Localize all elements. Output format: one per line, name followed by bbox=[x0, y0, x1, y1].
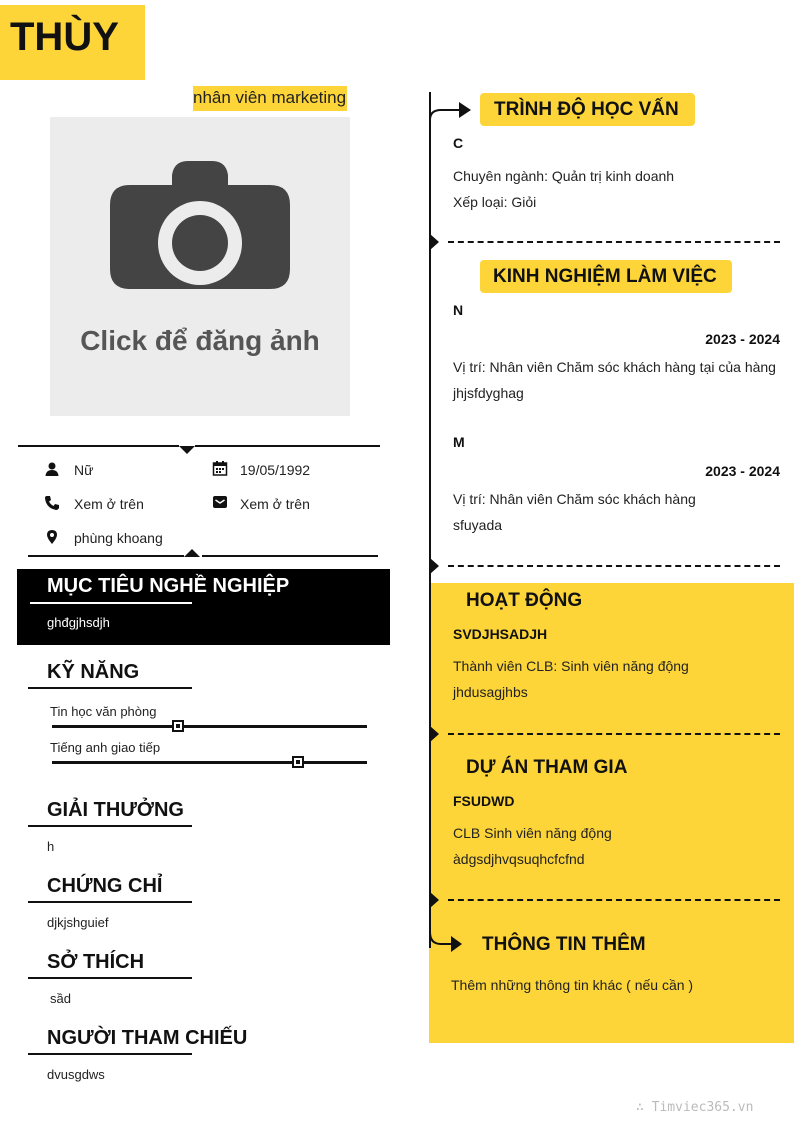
objective-text[interactable]: ghđgjhsdjh bbox=[47, 615, 110, 630]
experience-company[interactable]: N bbox=[453, 302, 464, 318]
certificates-title: CHỨNG CHỈ bbox=[47, 875, 163, 897]
email-icon bbox=[212, 494, 228, 510]
experience-position[interactable]: Vị trí: Nhân viên Chăm sóc khách hàng tại của hàng bbox=[453, 359, 776, 375]
dashed-divider bbox=[448, 733, 780, 735]
skill-slider-track[interactable] bbox=[52, 761, 367, 764]
timeline-marker-icon bbox=[430, 558, 439, 574]
photo-upload[interactable] bbox=[50, 117, 350, 416]
divider bbox=[202, 555, 378, 557]
section-underline bbox=[28, 687, 192, 689]
caret-down-icon bbox=[179, 446, 195, 454]
certificates-text[interactable]: djkjshguief bbox=[47, 915, 109, 930]
references-text[interactable]: dvusgdws bbox=[47, 1067, 105, 1082]
section-underline bbox=[28, 901, 192, 903]
section-underline bbox=[28, 825, 192, 827]
extra-text[interactable]: Thêm những thông tin khác ( nếu cần ) bbox=[451, 977, 694, 993]
projects-title: DỰ ÁN THAM GIA bbox=[466, 757, 628, 778]
education-school[interactable]: C bbox=[453, 135, 464, 151]
map-marker-icon bbox=[44, 529, 60, 545]
skill-name: Tin học văn phòng bbox=[50, 704, 157, 719]
skill-slider-track[interactable] bbox=[52, 725, 367, 728]
divider bbox=[195, 445, 380, 447]
experience-description[interactable]: sfuyada bbox=[453, 517, 503, 533]
dashed-divider bbox=[448, 241, 780, 243]
email-value[interactable]: Xem ở trên bbox=[240, 496, 310, 512]
section-underline bbox=[28, 977, 192, 979]
experience-company[interactable]: M bbox=[453, 434, 465, 450]
skill-name: Tiếng anh giao tiếp bbox=[50, 740, 161, 755]
activities-role[interactable]: Thành viên CLB: Sinh viên năng động bbox=[453, 658, 689, 674]
experience-position[interactable]: Vị trí: Nhân viên Chăm sóc khách hàng bbox=[453, 491, 696, 507]
activities-title: HOẠT ĐỘNG bbox=[466, 590, 583, 611]
skill-slider-handle[interactable] bbox=[292, 756, 304, 768]
phone-icon bbox=[44, 495, 60, 511]
extra-title: THÔNG TIN THÊM bbox=[482, 934, 646, 955]
phone-value[interactable]: Xem ở trên bbox=[74, 496, 144, 512]
camera-icon bbox=[110, 161, 290, 291]
timeline-line bbox=[429, 92, 431, 948]
watermark-text: Timviec365.vn bbox=[651, 1100, 754, 1115]
education-major[interactable]: Chuyên ngành: Quản trị kinh doanh bbox=[453, 168, 675, 184]
timeline-marker-icon bbox=[430, 726, 439, 742]
skills-title: KỸ NĂNG bbox=[47, 661, 140, 683]
objective-underline bbox=[30, 602, 192, 604]
timeline-marker-icon bbox=[430, 892, 439, 908]
dashed-divider bbox=[448, 899, 780, 901]
divider bbox=[28, 555, 184, 557]
hobbies-title: SỞ THÍCH bbox=[47, 951, 145, 973]
divider bbox=[18, 445, 179, 447]
projects-role[interactable]: CLB Sinh viên năng động bbox=[453, 825, 612, 841]
birthday-value[interactable]: 19/05/1992 bbox=[240, 462, 311, 478]
arrow-right-icon bbox=[429, 100, 471, 122]
dashed-divider bbox=[448, 565, 780, 567]
experience-title: KINH NGHIỆM LÀM VIỆC bbox=[493, 266, 717, 287]
skill-slider-handle[interactable] bbox=[172, 720, 184, 732]
hobbies-text[interactable]: sầd bbox=[50, 991, 71, 1006]
yellow-panel bbox=[429, 583, 794, 1043]
experience-period[interactable]: 2023 - 2024 bbox=[705, 331, 780, 347]
activities-description[interactable]: jhdusagjhbs bbox=[453, 684, 528, 700]
education-title: TRÌNH ĐỘ HỌC VẤN bbox=[494, 99, 679, 120]
projects-description[interactable]: àdgsdjhvqsuqhcfcfnd bbox=[453, 851, 585, 867]
education-grade[interactable]: Xếp loại: Giỏi bbox=[453, 194, 537, 210]
caret-up-icon bbox=[184, 549, 200, 557]
calendar-icon bbox=[212, 460, 228, 476]
experience-period[interactable]: 2023 - 2024 bbox=[705, 463, 780, 479]
experience-description[interactable]: jhjsfdyghag bbox=[453, 385, 524, 401]
awards-title: GIẢI THƯỞNG bbox=[47, 799, 184, 821]
address-value[interactable]: phùng khoang bbox=[74, 530, 163, 546]
references-title: NGƯỜI THAM CHIẾU bbox=[47, 1027, 248, 1049]
objective-title: MỤC TIÊU NGHỀ NGHIỆP bbox=[47, 575, 290, 597]
photo-caption: Click để đăng ảnh bbox=[80, 325, 320, 356]
activities-org[interactable]: SVDJHSADJH bbox=[453, 626, 548, 642]
gender-value[interactable]: Nữ bbox=[74, 462, 94, 478]
candidate-name[interactable]: THÙY bbox=[10, 15, 119, 59]
section-underline bbox=[28, 1053, 192, 1055]
job-title[interactable]: nhân viên marketing bbox=[193, 86, 347, 111]
user-icon bbox=[44, 461, 60, 477]
watermark: ∴ Timviec365.vn bbox=[636, 1100, 754, 1115]
arrow-right-icon bbox=[429, 930, 463, 954]
timeline-marker-icon bbox=[430, 234, 439, 250]
awards-text[interactable]: h bbox=[47, 839, 55, 854]
projects-name[interactable]: FSUDWD bbox=[453, 793, 515, 809]
